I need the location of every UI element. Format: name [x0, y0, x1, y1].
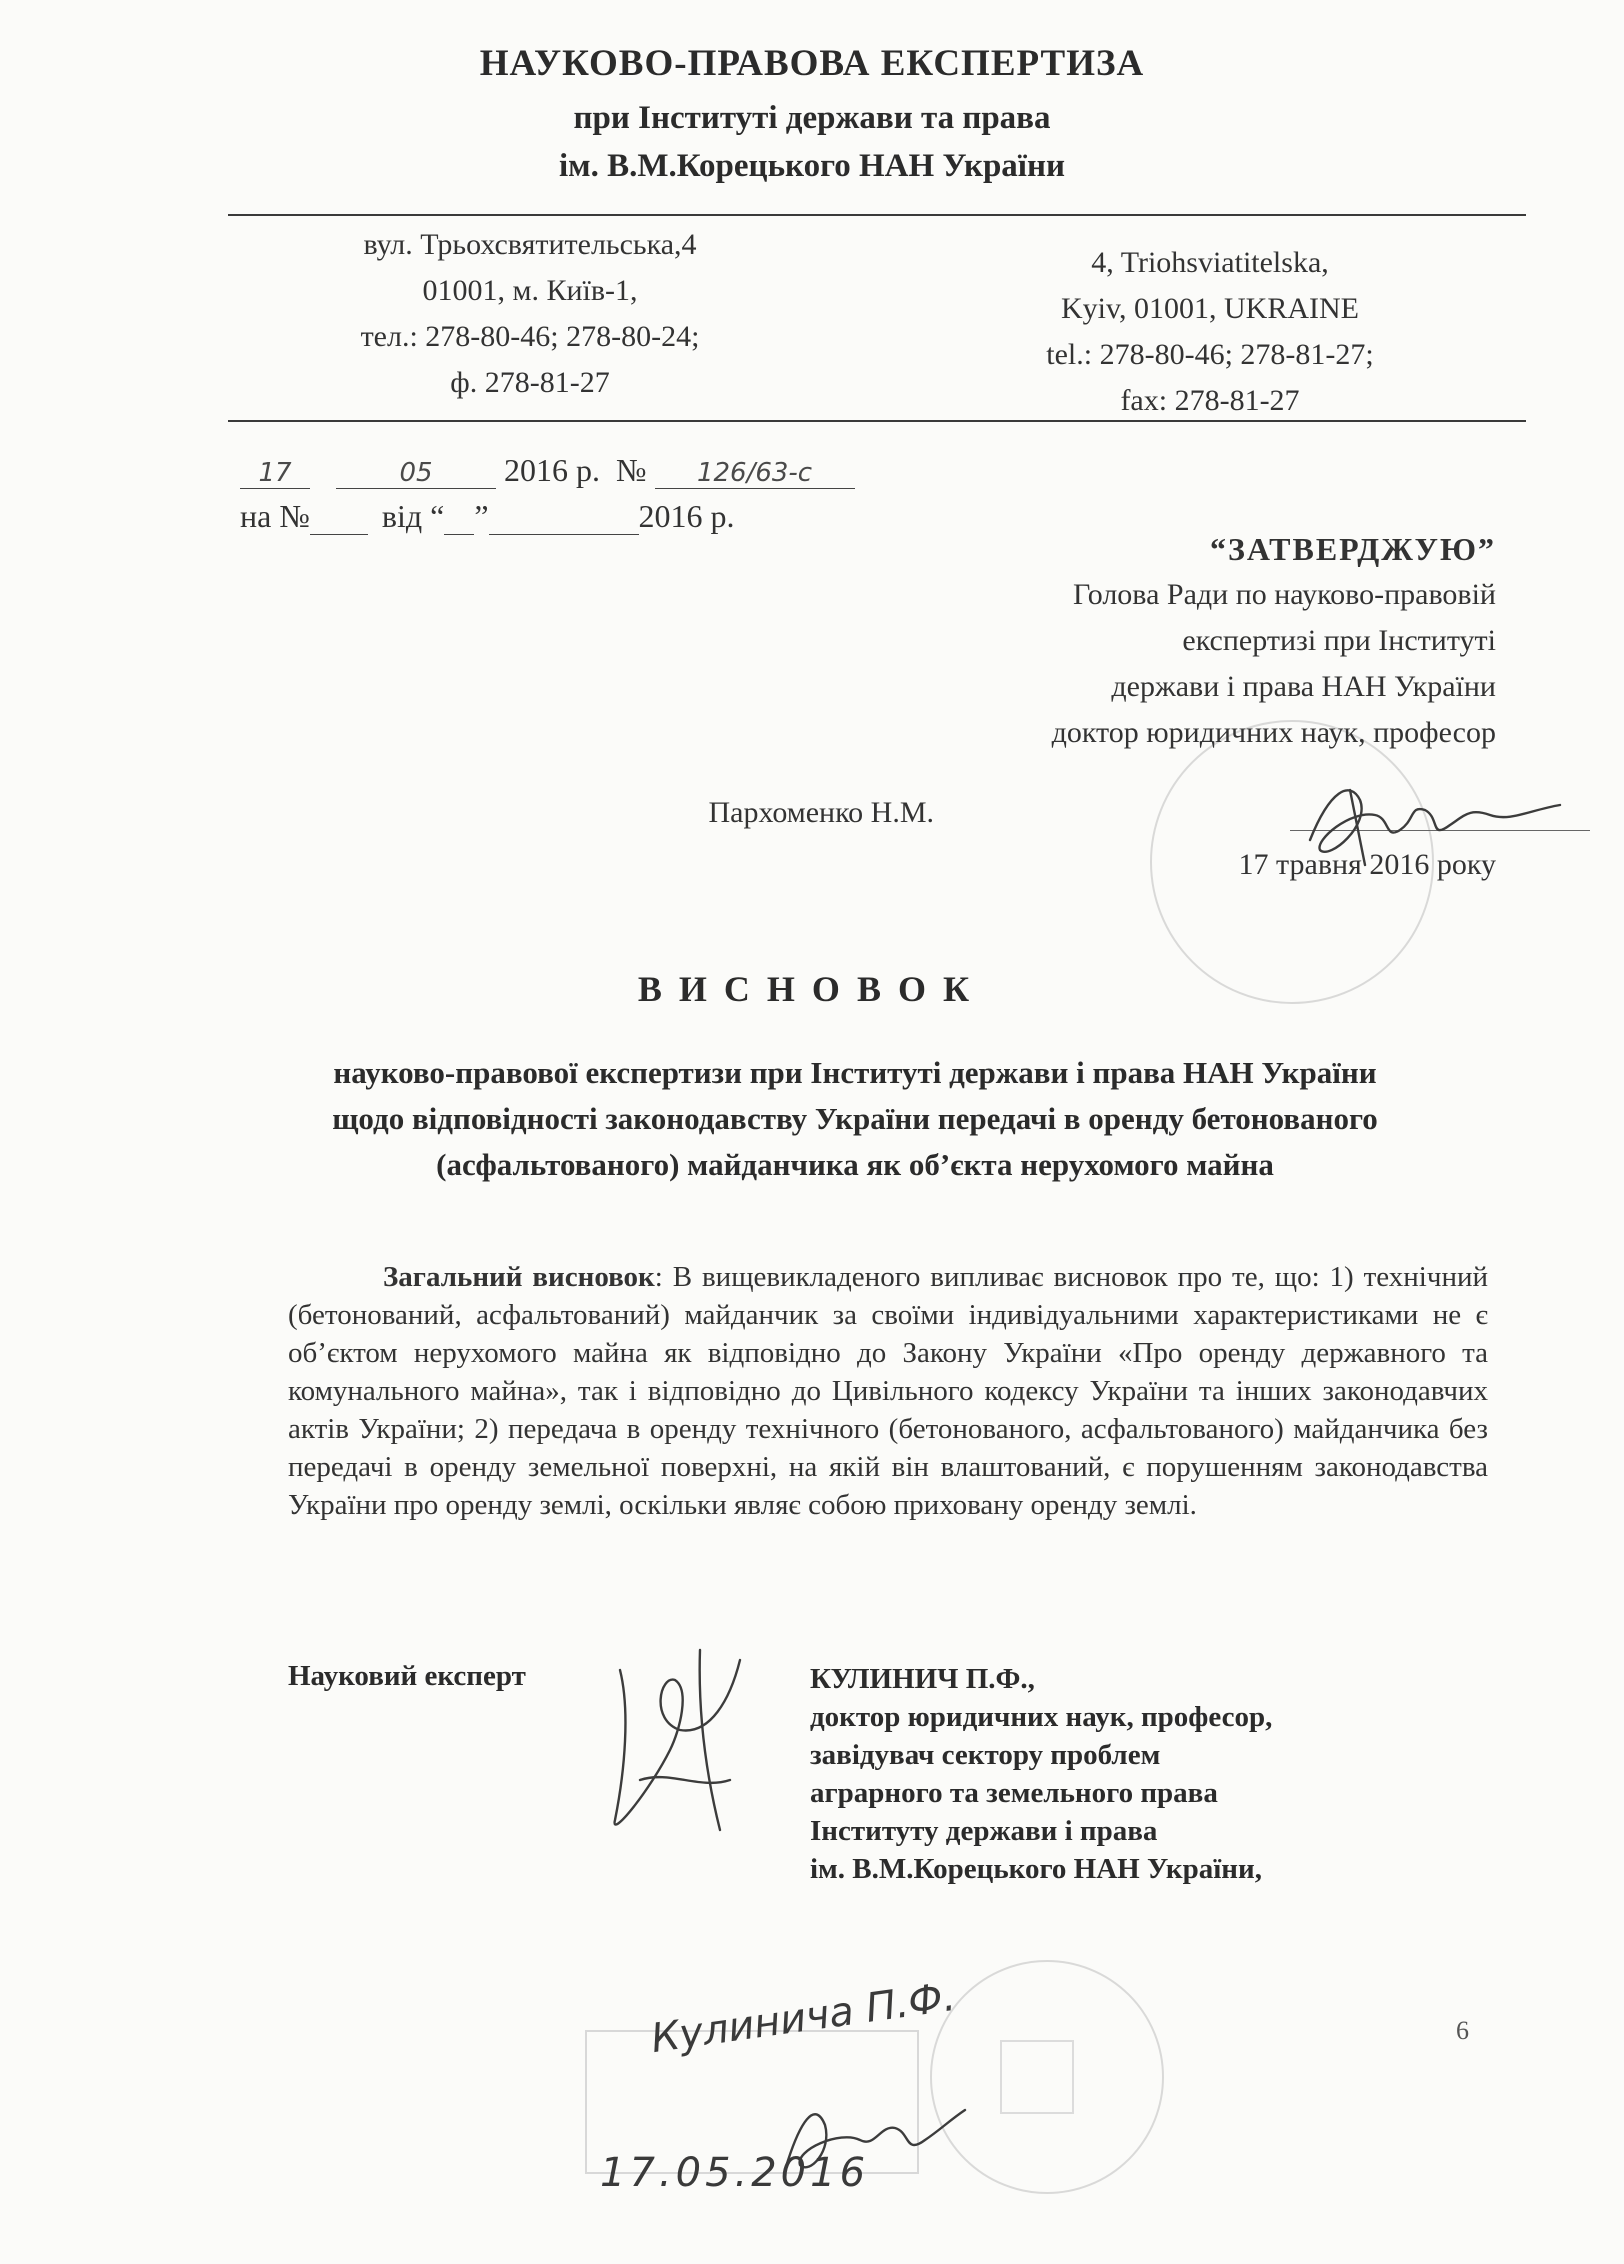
subtitle-line-1: науково-правової експертизи при Інституті держави і права НАН України	[333, 1055, 1377, 1090]
date-month-field: 05	[336, 458, 496, 489]
address-phone-en: tel.: 278-80-46; 278-81-27;	[1046, 338, 1374, 371]
conclusion-label: Загальний висновок	[383, 1261, 655, 1293]
seal-emblem-icon	[1000, 2040, 1074, 2114]
date-year: 2016 р.	[504, 452, 600, 488]
expert-institute: Інституту держави і права	[810, 1815, 1158, 1847]
org-title: НАУКОВО-ПРАВОВА ЕКСПЕРТИЗА	[479, 43, 1145, 84]
org-subtitle-2: ім. В.М.Корецького НАН України	[558, 148, 1066, 184]
reply-quote: ”	[474, 498, 489, 534]
address-city-en: Kyiv, 01001, UKRAINE	[1060, 292, 1360, 325]
approval-line-3: держави і права НАН України	[1111, 670, 1496, 703]
expert-institute-2: ім. В.М.Корецького НАН України,	[810, 1853, 1262, 1885]
handwritten-name-note: Кулинича П.Ф.	[648, 1973, 959, 2063]
page-number: 6	[1456, 2016, 1469, 2045]
approval-name: Пархоменко Н.М.	[708, 796, 934, 829]
expert-details	[810, 1660, 1272, 1888]
expert-label: Науковий експерт	[288, 1660, 526, 1692]
address-street-en: 4, Triohsviatitelska,	[1091, 246, 1329, 279]
reply-number-field	[310, 504, 368, 535]
reply-day-field	[444, 504, 474, 535]
approval-signature-icon	[1290, 770, 1590, 870]
expert-name: КУЛИНИЧ П.Ф.,	[810, 1663, 1035, 1695]
reply-prefix: на №	[240, 498, 310, 534]
conclusion-paragraph	[288, 1258, 1488, 1524]
number-label: №	[616, 452, 647, 488]
approval-line-1: Голова Ради по науково-правовій	[1073, 578, 1496, 611]
expert-signature-icon	[580, 1630, 780, 1860]
address-phone: тел.: 278-80-46; 278-80-24;	[360, 320, 700, 353]
document-title: ВИСНОВОК	[637, 969, 987, 1009]
address-city: 01001, м. Київ-1,	[422, 274, 638, 307]
approval-line-2: експертизі при Інституті	[1182, 624, 1496, 657]
approval-date: 17 травня 2016 року	[1238, 848, 1496, 881]
reply-year: 2016 р.	[638, 498, 735, 534]
approval-line-4: доктор юридичних наук, професор	[1051, 716, 1496, 749]
approval-position	[796, 572, 1496, 756]
incoming-reference	[240, 498, 735, 535]
outgoing-reference	[240, 452, 855, 489]
number-field: 126/63-с	[655, 458, 855, 489]
address-fax: ф. 278-81-27	[450, 366, 610, 399]
header-rule-bottom	[228, 420, 1526, 422]
handwritten-date-note: 17.05.2016	[600, 2150, 870, 2196]
date-day-field: 17	[240, 458, 310, 489]
subtitle-line-3: (асфальтованого) майданчика як об’єкта нерухомого майна	[436, 1147, 1274, 1182]
address-english	[930, 240, 1490, 424]
address-ukrainian	[250, 222, 810, 406]
address-fax-en: fax: 278-81-27	[1120, 384, 1300, 417]
address-street: вул. Трьохсвятительська,4	[363, 228, 697, 261]
expert-position: завідувач сектору проблем	[810, 1739, 1161, 1771]
document-subtitle	[240, 1050, 1470, 1188]
reply-month-field	[489, 504, 639, 535]
approval-title: “ЗАТВЕРДЖУЮ”	[1209, 531, 1496, 567]
header-rule-top	[228, 214, 1526, 216]
conclusion-text: : В вищевикладеного випливає висновок про те, що: 1) технічний (бетонований, асфальтований) майданчик за своїми індивідуальними характеристиками не є об’єктом нерухомого майна як відповідно до Закону України «Про оренду державного та комунального майна», так і відповідно до Цивільного кодексу України та інших законодавчих актів України; 2) передача в оренду технічного (бетонованого, асфальтованого) майданчика без передачі в оренду земельної поверхні, на якій він влаштований, є порушенням законодавства України про оренду землі, оскільки являє собою приховану оренду землі.	[288, 1261, 1488, 1521]
subtitle-line-2: щодо відповідності законодавству України передачі в оренду бетонованого	[332, 1101, 1378, 1136]
expert-sector: аграрного та земельного права	[810, 1777, 1218, 1809]
org-subtitle: при Інституті держави та права	[573, 100, 1051, 136]
expert-degree: доктор юридичних наук, професор,	[810, 1701, 1273, 1733]
reply-from: від “	[381, 498, 445, 534]
